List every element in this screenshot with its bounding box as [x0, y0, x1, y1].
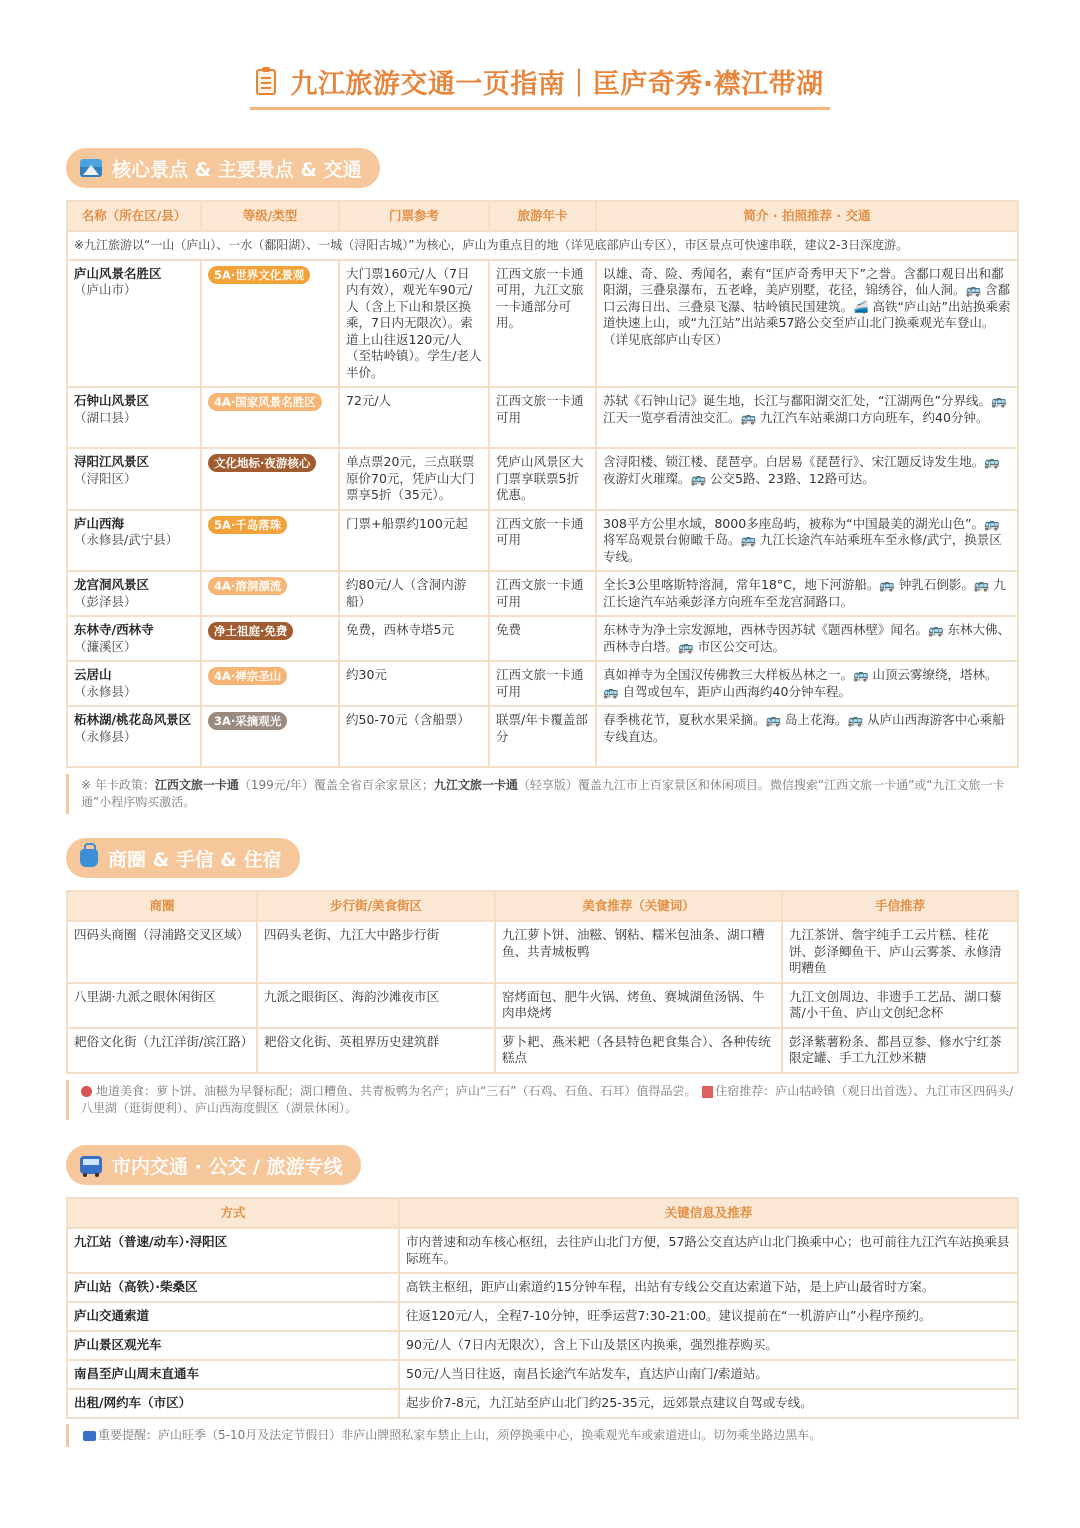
spot-ticket: 单点票20元，三点联票原价70元，凭庐山大门票享5折（35元）。	[339, 448, 489, 510]
spot-name: 云居山	[74, 667, 112, 682]
shop-header-street: 步行街/美食街区	[257, 891, 495, 921]
shop-header-food: 美食推荐（关键词）	[495, 891, 782, 921]
transport-mode: 南昌至庐山周末直通车	[67, 1360, 399, 1389]
spot-ticket: 72元/人	[339, 387, 489, 448]
page-title-text: 九江旅游交通一页指南｜匡庐奇秀·襟江带湖	[290, 69, 824, 100]
transport-info: 市内普速和动车核心枢纽，去往庐山北门方便，57路公交直达庐山北门换乘中心；也可前往九江汽车站换乘县际班车。	[399, 1228, 1018, 1273]
transport-mode: 出租/网约车（市区）	[67, 1389, 399, 1418]
spots-header-name: 名称（所在区/县）	[67, 201, 201, 231]
shop-food: 窑烤面包、肥牛火锅、烤鱼、赛城湖鱼汤锅、牛肉串烧烤	[495, 983, 782, 1028]
spot-badge: 净土祖庭·免费	[208, 622, 293, 640]
section-transport-title: 市内交通 · 公交 / 旅游专线	[112, 1155, 343, 1178]
spot-ticket: 免费，西林寺塔5元	[339, 616, 489, 661]
shop-gift: 九江茶饼、詹宇纯手工云片糕、桂花饼、彭泽鲫鱼干、庐山云雾茶、永修清明糟鱼	[782, 921, 1018, 983]
food-icon	[81, 1086, 92, 1097]
shopping-footnote: 地道美食：萝卜饼、油糍为早餐标配；湖口糟鱼、共青板鸭为名产；庐山“三石”（石鸡、石鱼、石耳）值得品尝。 住宿推荐：庐山牯岭镇（观日出首选）、九江市区四码头/八里湖（逛街便利）、庐山西海度假区（湖景休闲）。	[66, 1080, 1017, 1120]
section-shopping-header	[66, 838, 300, 878]
shop-food: 萝卜耙、燕米耙（各县特色耙食集合）、各种传统糕点	[495, 1028, 782, 1073]
shop-street: 耙俗文化街、英租界历史建筑群	[257, 1028, 495, 1073]
mountain-icon	[80, 159, 102, 177]
shop-food: 九江萝卜饼、油糍、钢粘、糯米包油条、湖口糟鱼、共青城板鸭	[495, 921, 782, 983]
spot-ticket: 约30元	[339, 661, 489, 706]
shop-district: 八里湖·九派之眼休闲街区	[67, 983, 257, 1028]
spots-header-level: 等级/类型	[201, 201, 339, 231]
section-transport-header	[66, 1145, 361, 1185]
spot-desc: 春季桃花节，夏秋水果采摘。🚌 岛上花海。🚌 从庐山西海游客中心乘船专线直达。	[596, 706, 1018, 767]
spot-desc: 以雄、奇、险、秀闻名，素有“匡庐奇秀甲天下”之誉。含鄱口观日出和鄱阳湖，三叠泉瀑布，五老峰，美庐别墅，花径，锦绣谷，仙人洞。🚌 含鄱口云海日出、三叠泉飞瀑、牯岭镇民国建筑。🚄 高铁“庐山站”出站换乘索道快速上山，或“九江站”出站乘57路公交至庐山北门换乘观光车登山。（详见底部庐山专区）	[596, 260, 1018, 388]
spots-header-ticket: 门票参考	[339, 201, 489, 231]
spot-desc: 含浔阳楼、锁江楼、琵琶亭。白居易《琵琶行》、宋江题反诗发生地。🚌 夜游灯火璀璨。🚌 公交5路、23路、12路可达。	[596, 448, 1018, 510]
transport-footnote: 重要提醒：庐山旺季（5-10月及法定节假日）非庐山牌照私家车禁止上山，须停换乘中心，换乘观光车或索道进山。切勿乘坐路边黑车。	[66, 1424, 1017, 1447]
spot-ticket: 约80元/人（含洞内游船）	[339, 571, 489, 616]
shop-street: 九派之眼街区、海韵沙滩夜市区	[257, 983, 495, 1028]
spot-card: 江西文旅一卡通可用	[489, 571, 596, 616]
spot-ticket: 大门票160元/人（7日内有效），观光车90元/人（含上下山和景区换乘，7日内无限次）。索道上山往返120元/人（至牯岭镇）。学生/老人半价。	[339, 260, 489, 388]
bus-icon	[80, 1156, 102, 1174]
shop-header-district: 商圈	[67, 891, 257, 921]
spot-card: 江西文旅一卡通可用	[489, 510, 596, 572]
spots-header-card: 旅游年卡	[489, 201, 596, 231]
spot-badge: 4A·国家风景名胜区	[208, 393, 322, 411]
spot-card: 江西文旅一卡通可用，九江文旅一卡通部分可用。	[489, 260, 596, 388]
transport-mode: 庐山景区观光车	[67, 1331, 399, 1360]
spot-name: 东林寺/西林寺	[74, 622, 154, 637]
spot-area: （濂溪区）	[74, 638, 137, 654]
spot-area: （永修县）	[74, 728, 137, 744]
transport-table	[66, 1197, 1019, 1419]
shopping-table	[66, 890, 1019, 1074]
spot-badge: 4A·禅宗圣山	[208, 667, 287, 685]
spot-card: 联票/年卡覆盖部分	[489, 706, 596, 767]
spot-area: （永修县）	[74, 683, 137, 699]
page-title	[0, 62, 1080, 110]
spot-badge: 4A·溶洞漂流	[208, 577, 287, 595]
spot-badge: 5A·千岛落珠	[208, 516, 287, 534]
transport-info: 往返120元/人，全程7-10分钟，旺季运营7:30-21:00。建议提前在“一机游庐山”小程序预约。	[399, 1302, 1018, 1331]
spots-header-desc: 简介 · 拍照推荐 · 交通	[596, 201, 1018, 231]
spot-desc: 苏轼《石钟山记》诞生地，长江与鄱阳湖交汇处，“江湖两色”分界线。🚌 江天一览亭看清浊交汇。🚌 九江汽车站乘湖口方向班车，约40分钟。	[596, 387, 1018, 448]
shop-district: 四码头商圈（浔浦路交叉区域）	[67, 921, 257, 983]
spots-footnote: ※ 年卡政策：江西文旅一卡通（199元/年）覆盖全省百余家景区；九江文旅一卡通（轻享版）覆盖九江市上百家景区和休闲项目。微信搜索“江西文旅一卡通”或“九江文旅一卡通”小程序购买激活。	[66, 774, 1017, 814]
transport-mode: 庐山站（高铁）·柴桑区	[67, 1273, 399, 1302]
spot-desc: 308平方公里水域，8000多座岛屿，被称为“中国最美的湖光山色”。🚌 将军岛观景台俯瞰千岛。🚌 九江长途汽车站乘班车至永修/武宁，换景区专线。	[596, 510, 1018, 572]
shop-gift: 彭泽紫薯粉条、都昌豆参、修水宁红茶限定罐、手工九江炒米糖	[782, 1028, 1018, 1073]
table-row	[67, 661, 201, 706]
shop-gift: 九江文创周边、非遗手工艺品、湖口藜蒿/小干鱼、庐山文创纪念杯	[782, 983, 1018, 1028]
spot-area: （湖口县）	[74, 409, 137, 425]
spot-badge: 3A·采摘观光	[208, 712, 287, 730]
section-shopping-title: 商圈 & 手信 & 住宿	[108, 848, 282, 871]
spot-name: 庐山西海	[74, 515, 125, 531]
section-spots-header	[66, 148, 380, 188]
spot-name: 柘林湖/桃花岛风景区	[74, 712, 192, 727]
table-row	[67, 510, 201, 572]
spot-desc: 全长3公里喀斯特溶洞，常年18°C，地下河游船。🚌 钟乳石倒影。🚌 九江长途汽车站乘彭泽方向班车至龙宫洞路口。	[596, 571, 1018, 616]
transport-info: 起步价7-8元，九江站至庐山北门约25-35元，远郊景点建议自驾或专线。	[399, 1389, 1018, 1418]
section-spots-title: 核心景点 & 主要景点 & 交通	[112, 158, 362, 181]
spot-card: 凭庐山风景区大门票享联票5折优惠。	[489, 448, 596, 510]
spot-name: 浔阳江风景区	[74, 454, 150, 469]
transport-info: 高铁主枢纽，距庐山索道约15分钟车程，出站有专线公交直达索道下站，是上庐山最省时方案。	[399, 1273, 1018, 1302]
spot-card: 江西文旅一卡通可用	[489, 661, 596, 706]
spot-ticket: 约50-70元（含船票）	[339, 706, 489, 767]
table-row	[67, 571, 201, 616]
transport-info: 50元/人当日往返，南昌长途汽车站发车，直达庐山南门/索道站。	[399, 1360, 1018, 1389]
bus-icon	[83, 1431, 96, 1441]
table-row	[67, 706, 201, 767]
spot-area: （庐山市）	[74, 282, 137, 297]
spot-card: 免费	[489, 616, 596, 661]
shop-street: 四码头老街、九江大中路步行街	[257, 921, 495, 983]
hotel-icon	[702, 1086, 713, 1098]
spot-desc: 真如禅寺为全国汉传佛教三大样板丛林之一。🚌 山顶云雾缭绕，塔林。🚌 自驾或包车，距庐山西海约40分钟车程。	[596, 661, 1018, 706]
transport-info: 90元/人（7日内无限次），含上下山及景区内换乘，强烈推荐购买。	[399, 1331, 1018, 1360]
transport-header-info: 关键信息及推荐	[399, 1198, 1018, 1228]
spot-badge: 文化地标·夜游核心	[208, 454, 316, 472]
shop-district: 耙俗文化街（九江洋街/滨江路）	[67, 1028, 257, 1073]
spot-ticket: 门票+船票约100元起	[339, 510, 489, 572]
spot-card: 江西文旅一卡通可用	[489, 387, 596, 448]
spot-badge: 5A·世界文化景观	[208, 266, 310, 284]
transport-mode: 庐山交通索道	[67, 1302, 399, 1331]
spot-area: （永修县/武宁县）	[74, 532, 179, 547]
spots-table	[66, 200, 1019, 768]
transport-mode: 九江站（普速/动车）·浔阳区	[67, 1228, 399, 1273]
table-row	[67, 260, 201, 388]
spot-area: （彭泽县）	[74, 593, 137, 609]
table-row	[67, 448, 201, 510]
transport-header-mode: 方式	[67, 1198, 399, 1228]
shop-header-gift: 手信推荐	[782, 891, 1018, 921]
table-row	[67, 616, 201, 661]
spot-desc: 东林寺为净土宗发源地，西林寺因苏轼《题西林壁》闻名。🚌 东林大佛、西林寺白塔。🚌 市区公交可达。	[596, 616, 1018, 661]
spot-name: 庐山风景名胜区	[74, 265, 162, 281]
clipboard-icon	[256, 69, 276, 95]
spot-area: （浔阳区）	[74, 470, 137, 486]
spot-name: 石钟山风景区	[74, 393, 150, 408]
spots-note: ※九江旅游以“一山（庐山）、一水（鄱阳湖）、一城（浔阳古城）”为核心，庐山为重点目的地（详见底部庐山专区），市区景点可快速串联，建议2-3日深度游。	[67, 231, 1018, 260]
table-row	[67, 387, 201, 448]
spot-name: 龙宫洞风景区	[74, 577, 150, 592]
shopping-bag-icon	[80, 849, 98, 867]
